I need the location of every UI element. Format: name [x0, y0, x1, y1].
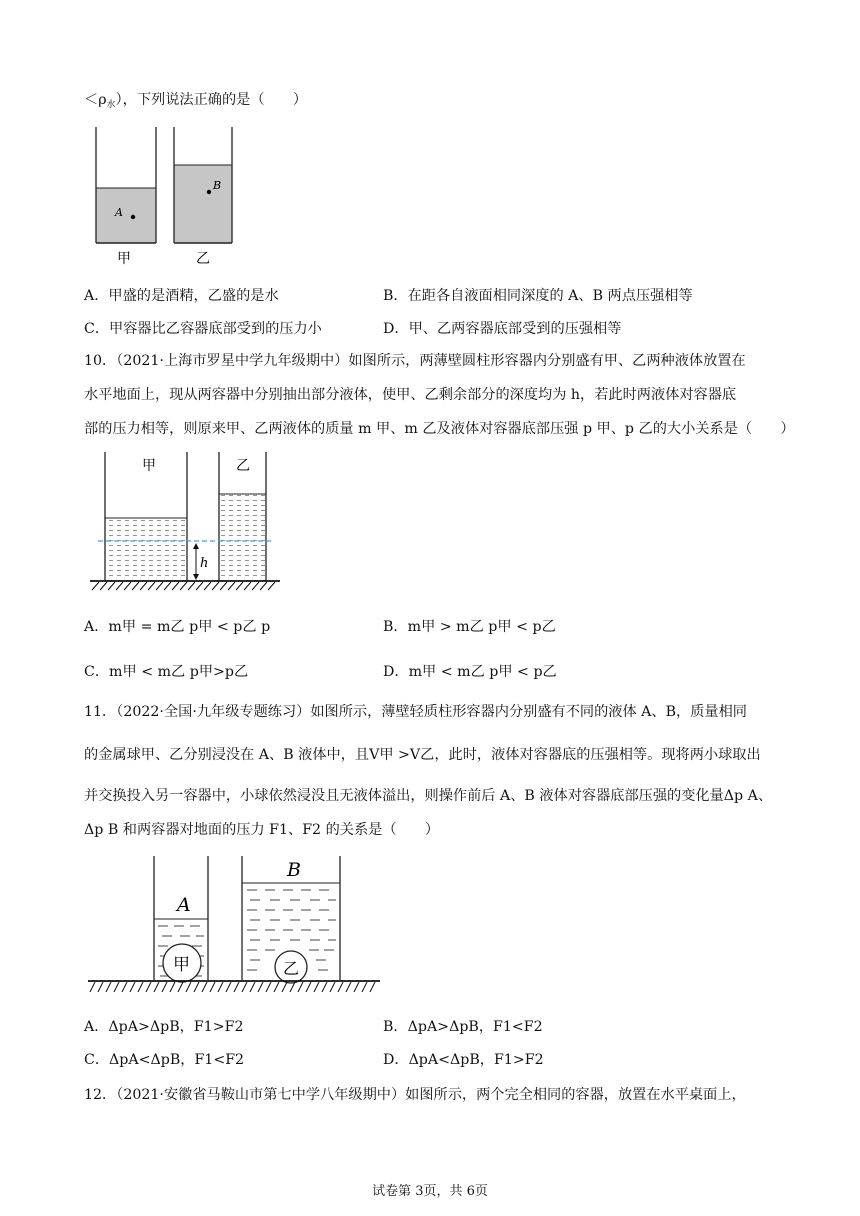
- q11-stem-line3: 并交换投入另一容器中，小球依然浸没且无液体溢出，则操作前后 A、B 液体对容器底部压强的变化量Δp A、: [84, 788, 773, 804]
- q10-option-c[interactable]: C．m甲 < m乙 p甲>p乙: [84, 664, 249, 680]
- h-label: h: [200, 556, 209, 571]
- q11-option-a[interactable]: A．ΔpA>ΔpB，F1>F2: [84, 1019, 244, 1035]
- q11-option-c[interactable]: C．ΔpA<ΔpB，F1<F2: [84, 1052, 245, 1068]
- q10-option-a[interactable]: A．m甲 = m乙 p甲 < p乙 p: [84, 619, 271, 635]
- q10-stem-line2: 水平地面上，现从两容器中分别抽出部分液体，使甲、乙剩余部分的深度均为 h，若此时两液体对容器底: [84, 387, 737, 403]
- q10-stem-line3: 部的压力相等，则原来甲、乙两液体的质量 m 甲、m 乙及液体对容器底部压强 p 甲、p 乙的大小关系是（ ）: [84, 421, 795, 437]
- q10-stem-line1: 10．（2021·上海市罗星中学九年级期中）如图所示，两薄壁圆柱形容器内分别盛有甲、乙两种液体放置在: [84, 353, 746, 369]
- q9-figure: [84, 122, 274, 272]
- q11-option-b[interactable]: B．ΔpA>ΔpB，F1<F2: [383, 1019, 543, 1035]
- q11-stem-line4: Δp B 和两容器对地面的压力 F1、F2 的关系是（ ）: [84, 822, 440, 838]
- container-yi-label: 乙: [196, 251, 210, 267]
- page-footer: 试卷第 3页，共 6页: [372, 1184, 488, 1199]
- q11-stem-line2: 的金属球甲、乙分别浸没在 A、B 液体中，且V甲 >V乙，此时，液体对容器底的压强相等。现将两小球取出: [84, 747, 761, 763]
- ball-yi-label: 乙: [283, 959, 300, 978]
- point-b-label: B: [213, 179, 222, 192]
- q11-option-d[interactable]: D．ΔpA<ΔpB，F1>F2: [383, 1052, 544, 1068]
- q10-figure: [84, 448, 284, 598]
- point-a-label: A: [115, 206, 123, 219]
- q9-option-c[interactable]: C．甲容器比乙容器底部受到的压力小: [84, 321, 322, 337]
- liquid-b-label: B: [287, 859, 301, 881]
- container-jia-label: 甲: [142, 458, 156, 474]
- q9-option-a[interactable]: A．甲盛的是酒精，乙盛的是水: [84, 288, 279, 304]
- container-yi-label: 乙: [236, 458, 250, 474]
- q11-stem-line1: 11．（2022·全国·九年级专题练习）如图所示，薄壁轻质柱形容器内分别盛有不同的液体 A、B，质量相同: [84, 704, 747, 720]
- q12-stem-line1: 12．（2021·安徽省马鞍山市第七中学八年级期中）如图所示，两个完全相同的容器，放置在水平桌面上，: [84, 1087, 746, 1103]
- liquid-a-label: A: [177, 894, 191, 916]
- q11-figure: [84, 852, 384, 1002]
- q9-option-d[interactable]: D．甲、乙两容器底部受到的压强相等: [383, 321, 622, 337]
- ball-jia-label: 甲: [173, 955, 190, 975]
- q10-option-d[interactable]: D．m甲 < m乙 p甲 < p乙: [383, 664, 557, 680]
- q9-option-b[interactable]: B．在距各自液面相同深度的 A、B 两点压强相等: [383, 288, 693, 304]
- q10-option-b[interactable]: B．m甲 > m乙 p甲 < p乙: [383, 619, 556, 635]
- q9-stem-continuation: $<\rho_水$），下列说法正确的是（ ）: [84, 92, 308, 110]
- container-jia-label: 甲: [117, 251, 131, 267]
